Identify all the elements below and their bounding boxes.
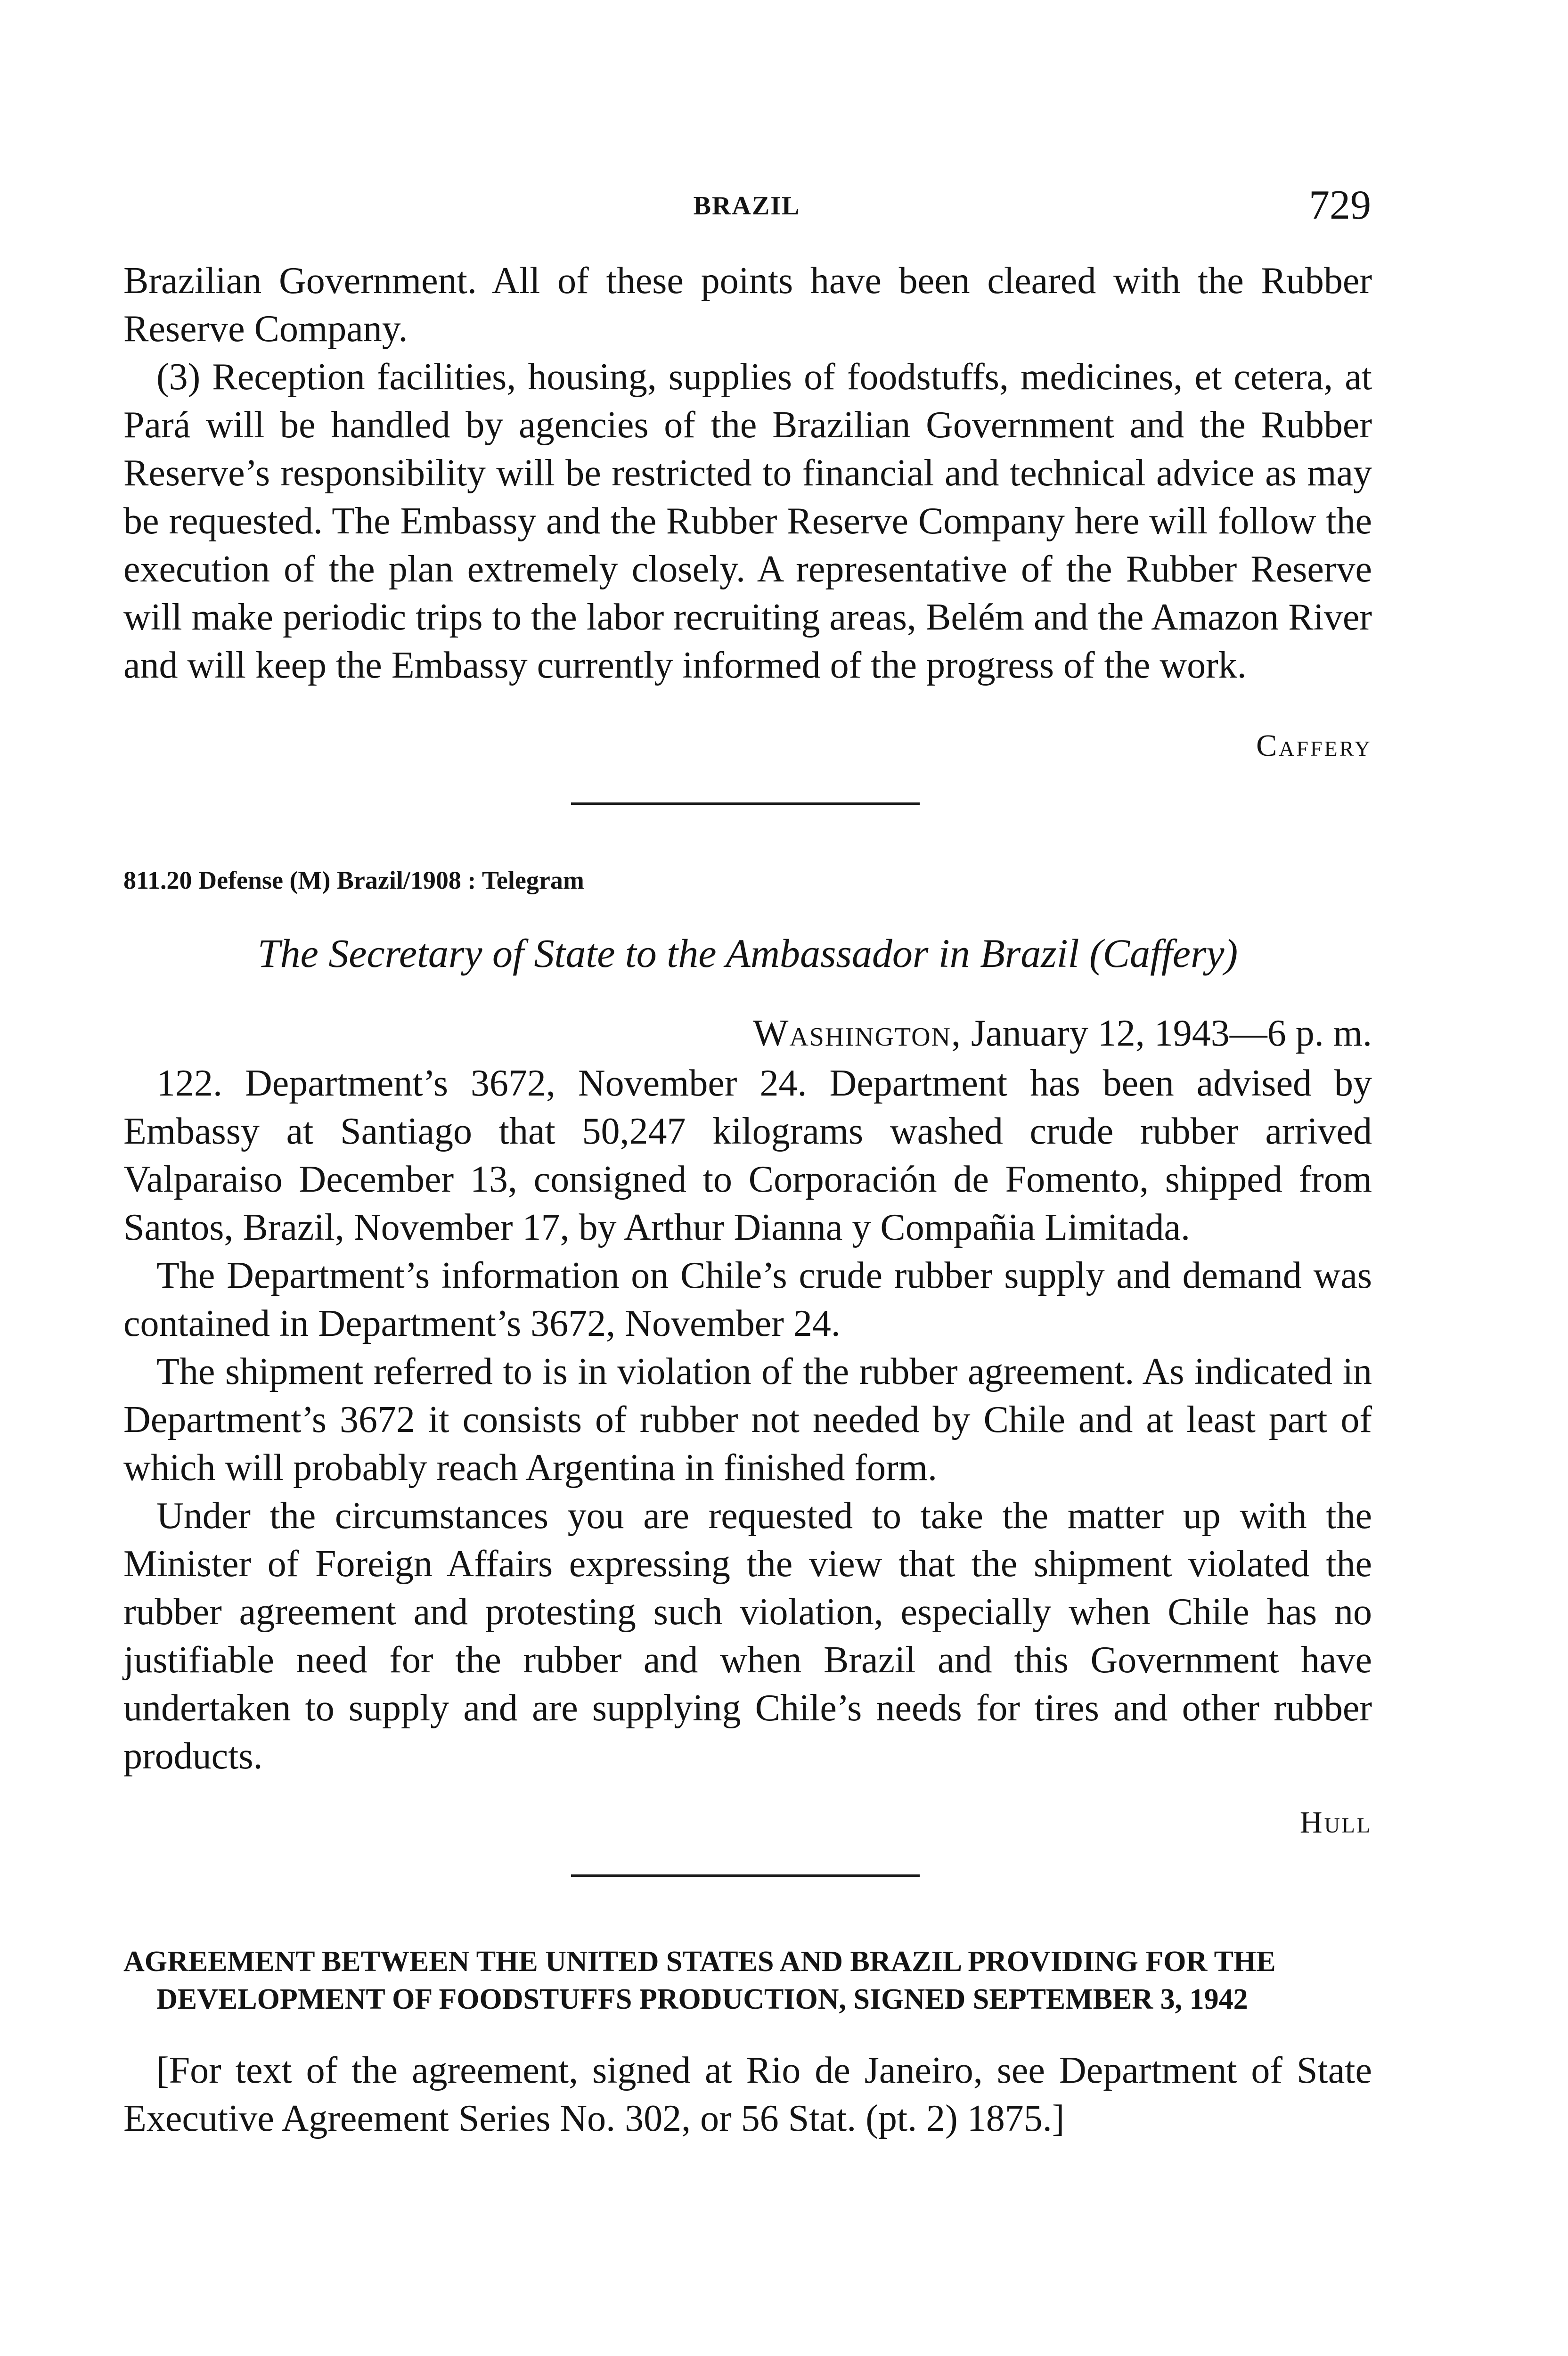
dateline-place: Washington, — [752, 1013, 962, 1054]
signature-caffery: Caffery — [1256, 728, 1372, 763]
section-divider — [571, 1874, 920, 1877]
telegram-paragraph: The shipment referred to is in violation of the rubber agreement. As indicated in Department’s 3672 it consists of rubber not needed by Chile and at least part of which will probably reach Argentina in finished form. — [123, 1351, 1372, 1489]
text-column — [123, 257, 1372, 2143]
dateline — [123, 1007, 1372, 1059]
section-divider — [571, 802, 920, 805]
editorial-note: [For text of the agreement, signed at Rio de Janeiro, see Department of State Executive Agreement Series No. 302, or 56 Stat. (pt. 2) 1875.] — [123, 2050, 1372, 2139]
telegram-paragraph: The Department’s information on Chile’s crude rubber supply and demand was contained in Department’s 3672, November 24. — [123, 1255, 1372, 1344]
document-title: The Secretary of State to the Ambassador in Brazil (Caffery) — [257, 931, 1238, 976]
telegram-paragraph: Under the circumstances you are requested to take the matter up with the Minister of Foreign Affairs expressing the view that the shipment violated the rubber agreement and protesting such violation, especially when Chile has no justifiable need for the rubber and when Brazil and this Government have undertaken to supply and are supplying Chile’s needs for tires and other rubber products. — [123, 1495, 1372, 1777]
running-head: BRAZIL — [693, 191, 800, 221]
telegram-paragraph: 122. Department’s 3672, November 24. Department has been advised by Embassy at Santiago that 50,247 kilograms washed crude rubber arrived Valparaiso December 13, consigned to Corporación de Fomento, shipped from Santos, Brazil, November 17, by Arthur Dianna y Compañia Limitada. — [123, 1063, 1372, 1248]
paragraph-continuation: Brazilian Government. All of these points have been cleared with the Rubber Reserve Company. — [123, 260, 1372, 350]
page-number: 729 — [1309, 182, 1371, 228]
signature-hull: Hull — [1299, 1805, 1372, 1840]
file-reference: 811.20 Defense (M) Brazil/1908 : Telegram — [123, 866, 584, 894]
section-heading: AGREEMENT BETWEEN THE UNITED STATES AND BRAZIL PROVIDING FOR THE DEVELOPMENT OF FOODSTUFFS PRODUCTION, SIGNED SEPTEMBER 3, 1942 — [123, 1946, 1276, 2015]
page-header — [122, 182, 1371, 238]
dateline-date: January 12, 1943—6 p. m. — [961, 1013, 1372, 1054]
paragraph-item-3: (3) Reception facilities, housing, supplies of foodstuffs, medicines, et cetera, at Pará will be handled by agencies of the Brazilian Government and the Rubber Reserve’s responsibility will be restricted to financial and technical advice as may be requested. The Embassy and the Rubber Reserve Company here will follow the execution of the plan extremely closely. A representative of the Rubber Reserve will make periodic trips to the labor recruiting areas, Belém and the Amazon River and will keep the Embassy currently informed of the progress of the work. — [123, 356, 1372, 686]
